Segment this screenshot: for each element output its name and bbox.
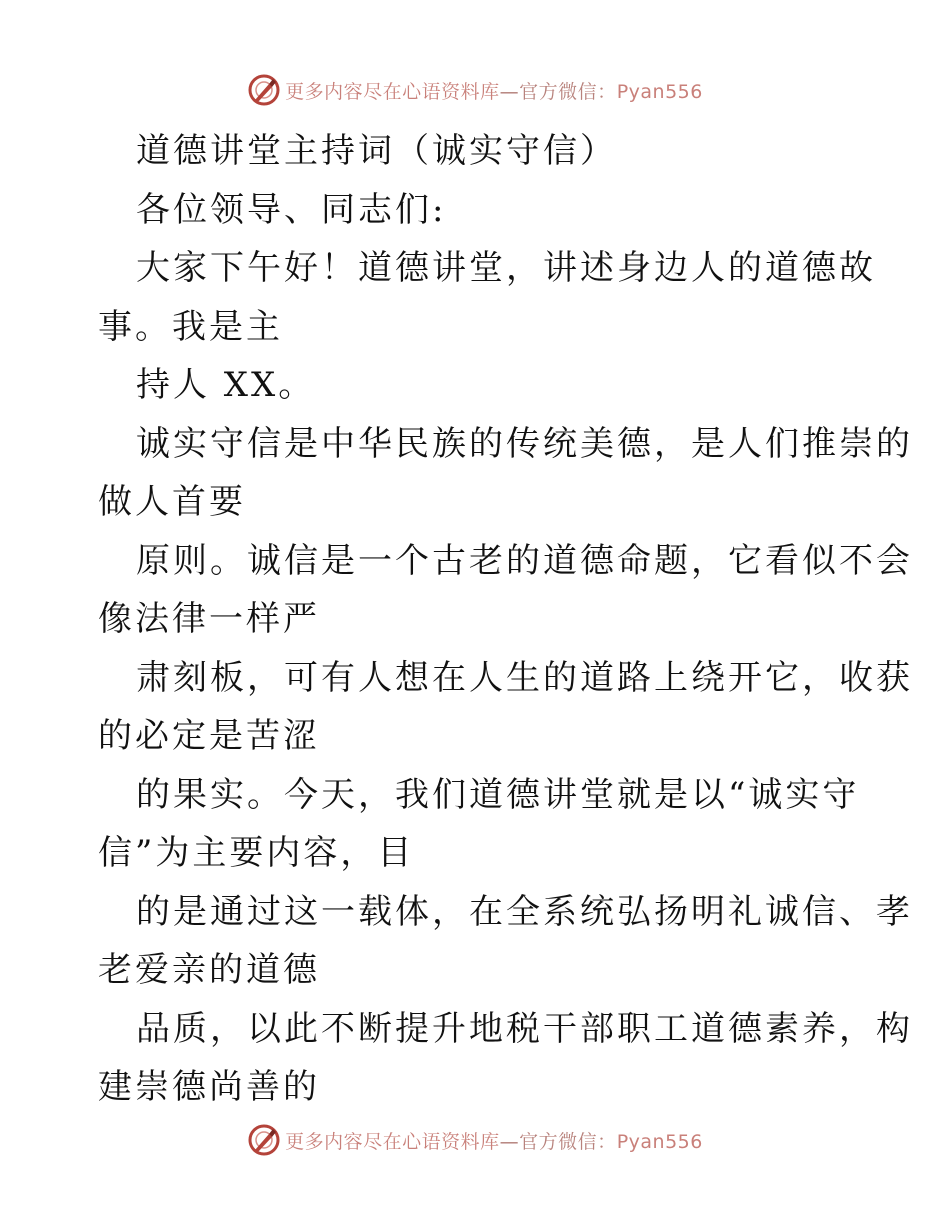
text-line: 的果实。今天，我们道德讲堂就是以“诚实守 [136, 774, 860, 815]
text-line: 品质，以此不断提升地税干部职工道德素养，构 [136, 1008, 913, 1049]
salutation: 各位领导、同志们: [136, 189, 447, 230]
footer-watermark [0, 1120, 950, 1160]
text-line: 大家下午好！道德讲堂，讲述身边人的道德故 [136, 248, 876, 288]
header-brand: 更多内容尽在心语资料库 [285, 80, 500, 103]
footer-wechat-id: Pyan556 [616, 1130, 703, 1153]
text-line: 诚实守信是中华民族的传统美德，是人们推崇的 [136, 423, 913, 464]
footer-label: 官方微信： [519, 1130, 617, 1153]
header-wechat-id: Pyan556 [616, 80, 703, 103]
pen-logo-icon [247, 1123, 281, 1157]
pen-logo-icon [247, 73, 281, 107]
footer-watermark-text [285, 1127, 703, 1154]
text-line: 建崇德尚善的 [98, 1067, 320, 1107]
text-line: 信”为主要内容，目 [98, 833, 415, 873]
text-line: 的是通过这一载体，在全系统弘扬明礼诚信、孝 [136, 891, 913, 932]
header-dash: — [499, 80, 520, 103]
text-line: 肃刻板，可有人想在人生的道路上绕开它，收获 [136, 657, 913, 698]
header-watermark-text [285, 77, 703, 104]
text-line: 老爱亲的道德 [98, 950, 320, 990]
header-label: 官方微信： [519, 80, 617, 103]
text-line: 像法律一样严 [98, 599, 320, 639]
text-line: 事。我是主 [98, 306, 283, 347]
document-title: 道德讲堂主持词（诚实守信） [136, 131, 617, 171]
text-line: 原则。诚信是一个古老的道德命题，它看似不会 [136, 540, 913, 581]
footer-dash: — [499, 1130, 520, 1153]
text-line: 持人 XX。 [136, 365, 316, 405]
footer-brand: 更多内容尽在心语资料库 [285, 1130, 500, 1153]
document-body [98, 122, 913, 1117]
text-line: 做人首要 [98, 482, 246, 522]
text-line: 的必定是苦涩 [98, 716, 320, 756]
header-watermark [0, 70, 950, 110]
